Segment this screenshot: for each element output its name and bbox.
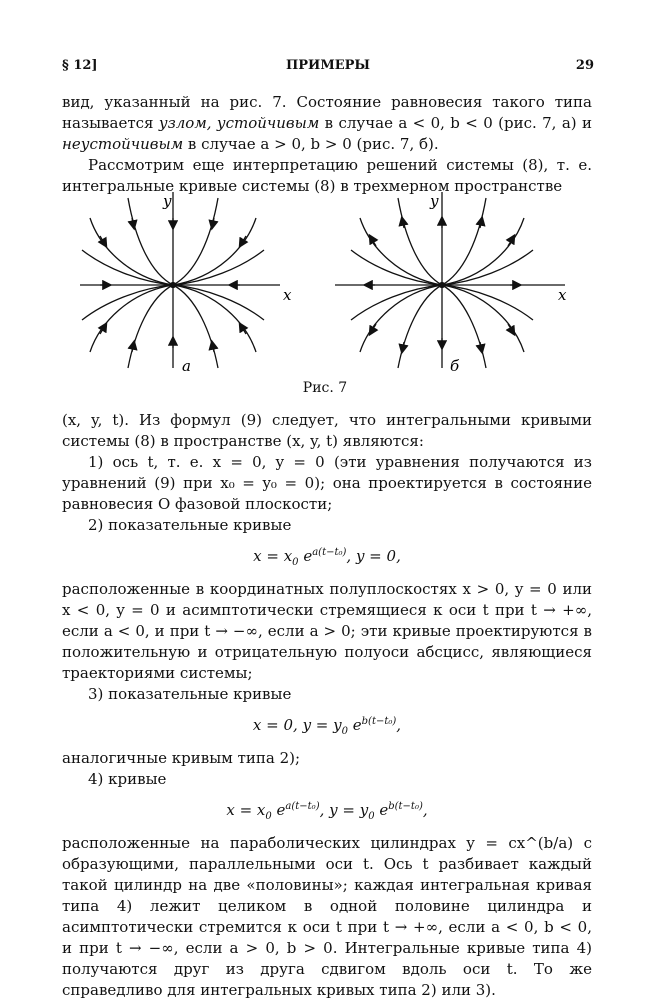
subfigure-label: б (450, 357, 460, 375)
item-2-text: расположенные в координатных полуплоскостях x > 0, y = 0 или x < 0, y = 0 и асимптотически стремящиеся к оси t при t → +∞, если a < 0, и при t → −∞, если a > 0; эти кривые проектируются в положительную и отрицательную полуоси абсцисс, являющиеся траекториями системы; (62, 580, 592, 682)
x-axis-label: x (283, 286, 292, 304)
formula-4: $x = x_0$ $e^{a(t-t_0)}$, $y = y_0$ $e^{b(t-t_0)}$, (226, 801, 428, 822)
subfigure-label: a (182, 357, 191, 375)
item-3-label: 3) показательные кривые (88, 685, 292, 703)
item-2-label: 2) показательные кривые (88, 516, 292, 534)
figure-7 (70, 188, 590, 382)
section-ref: § 12] (62, 58, 98, 73)
item-3-text: аналогичные кривым типа 2); (62, 749, 301, 767)
formula-2: $x = x_0$ $e^{a(t-t_0)}$, y = 0, (253, 547, 401, 568)
running-header (62, 58, 594, 78)
paragraph-2: Рассмотрим еще интерпретацию решений системы (8), т. е. интегральные кривые системы (8) в трехмерном пространстве (62, 156, 592, 195)
trajectory (442, 285, 486, 368)
running-title: ПРИМЕРЫ (285, 58, 371, 73)
body-text (62, 410, 592, 1001)
y-axis-label: y (163, 192, 172, 210)
formula-3: x = 0, $y = y_0$ $e^{b(t-t_0)}$, (252, 716, 402, 737)
trajectory (442, 285, 533, 320)
trajectory (351, 250, 442, 285)
trajectory (351, 285, 442, 320)
paragraph-3: (x, y, t). Из формул (9) следует, что интегральными кривыми системы (8) в пространстве (x, y, t) являются: (62, 411, 592, 450)
trajectory (82, 250, 173, 285)
trajectory (173, 285, 264, 320)
item-1: 1) ось t, т. е. x = 0, y = 0 (эти уравнения получаются из уравнений (9) при x₀ = y₀ = 0); она проектируется в состояние равновесия O фазовой плоскости; (62, 453, 592, 513)
stable-node-portrait (80, 192, 280, 368)
page-number: 29 (575, 58, 594, 73)
y-axis-label: y (430, 192, 439, 210)
trajectory (442, 250, 533, 285)
top-text (62, 92, 592, 197)
figure-caption: Рис. 7 (302, 380, 348, 396)
trajectory (398, 285, 442, 368)
trajectory (173, 285, 218, 368)
paragraph-1: вид, указанный на рис. 7. Состояние равновесия такого типа называется узлом, устойчивым в случае a < 0, b < 0 (рис. 7, a) и неустойчивым в случае a > 0, b > 0 (рис. 7, б). (62, 93, 592, 153)
item-4-label: 4) кривые (88, 770, 167, 788)
trajectory (173, 250, 264, 285)
item-4-text: расположенные на параболических цилиндрах y = cx^(b/a) с образующими, параллельными оси t. Ось t разбивает каждый такой цилиндр на две «половины»; каждая интегральная кривая типа 4) лежит целиком в одной половине цилиндра и асимптотически стремится к оси t при t → +∞, если a < 0, b < 0, и при t → −∞, если a > 0, b > 0. Интегральные кривые типа 4) получаются друг из друга сдвигом вдоль оси t. То же справедливо для интегральных кривых типа 2) или 3). (62, 834, 592, 999)
trajectory (82, 285, 173, 320)
phase-portraits (70, 188, 590, 378)
unstable-node-portrait (335, 192, 565, 368)
trajectory (128, 285, 173, 368)
x-axis-label: x (558, 286, 567, 304)
